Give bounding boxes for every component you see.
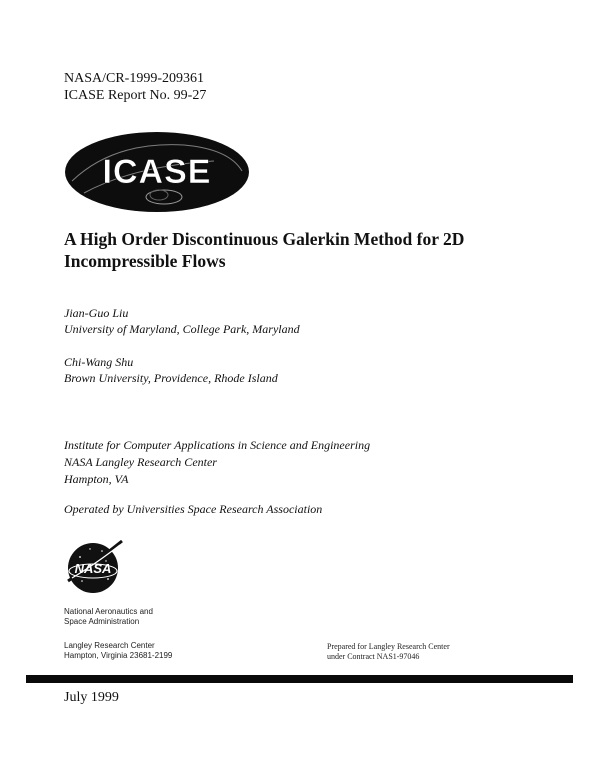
- prepared-line-2: under Contract NAS1-97046: [327, 652, 420, 661]
- center-location: Hampton, Virginia 23681-2199: [64, 651, 173, 660]
- report-identifiers: [64, 70, 206, 104]
- title-line-2: Incompressible Flows: [64, 251, 226, 271]
- nasa-logo-text: NASA: [74, 561, 112, 576]
- icase-logo: [64, 131, 250, 213]
- institute-center: NASA Langley Research Center: [64, 455, 217, 469]
- horizontal-rule: [26, 675, 573, 683]
- nasa-logo: [62, 537, 128, 595]
- agency-name: [64, 607, 153, 627]
- institute-block: [64, 437, 370, 488]
- icase-report-number: ICASE Report No. 99-27: [64, 88, 207, 103]
- institute-location: Hampton, VA: [64, 472, 129, 486]
- author-name: Jian-Guo Liu: [64, 306, 129, 320]
- author-block-2: [64, 354, 278, 386]
- author-name: Chi-Wang Shu: [64, 355, 134, 369]
- title-line-1: A High Order Discontinuous Galerkin Method for 2D: [64, 229, 465, 249]
- prepared-for: [327, 642, 450, 662]
- author-affiliation: University of Maryland, College Park, Maryland: [64, 322, 300, 336]
- author-affiliation: Brown University, Providence, Rhode Island: [64, 371, 278, 385]
- center-name: Langley Research Center: [64, 641, 155, 650]
- report-number: NASA/CR-1999-209361: [64, 71, 205, 86]
- center-address: [64, 641, 172, 661]
- institute-name: Institute for Computer Applications in Science and Engineering: [64, 438, 371, 452]
- agency-line-2: Space Administration: [64, 617, 140, 626]
- author-block-1: [64, 305, 300, 337]
- agency-line-1: National Aeronautics and: [64, 607, 153, 616]
- prepared-line-1: Prepared for Langley Research Center: [327, 642, 450, 651]
- publication-date: July 1999: [64, 690, 119, 705]
- operated-by: Operated by Universities Space Research Association: [64, 502, 323, 516]
- icase-logo-text: ICASE: [102, 153, 212, 191]
- document-title: [64, 228, 534, 272]
